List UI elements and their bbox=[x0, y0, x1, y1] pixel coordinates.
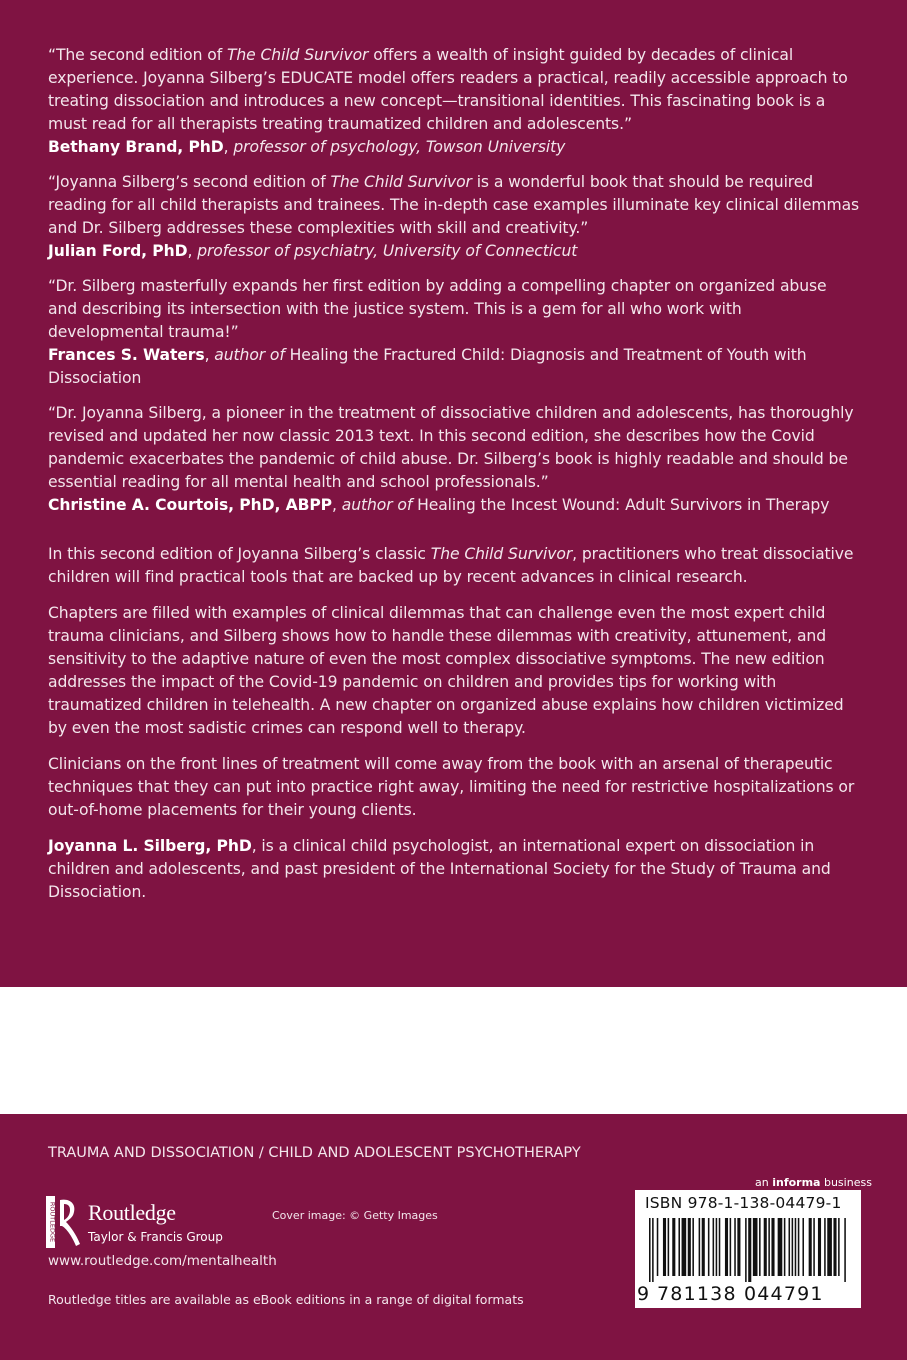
barcode-bar bbox=[734, 1218, 736, 1276]
barcode-bars bbox=[649, 1218, 847, 1282]
endorser-name: Christine A. Courtois, PhD, ABPP bbox=[48, 496, 333, 514]
endorsement-text: “Dr. Joyanna Silberg, a pioneer in the treatment of dissociative children and adolescents, has thoroughly revised and updated her now classic 2013 text. In this second edition, she describes how the Covid pandemic exacerbates the pandemic of child abuse. Dr. Silberg’s book is highly readable and should be essential reading for all mental health and school professionals.” bbox=[48, 404, 854, 491]
endorser-role: professor of psychiatry, University of Connecticut bbox=[197, 242, 578, 260]
author-bio: Joyanna L. Silberg, PhD, is a clinical child psychologist, an international expert on dissociation in children and adolescents, and past president of the International Society for the Study of Trauma and Dissociation. bbox=[48, 837, 831, 901]
barcode-bar bbox=[657, 1218, 659, 1276]
publisher-name: Routledge bbox=[88, 1200, 176, 1225]
book-description bbox=[48, 543, 860, 904]
endorsement-text: “Dr. Silberg masterfully expands her first edition by adding a compelling chapter on organized abuse and describing its intersection with the justice system. This is a gem for all who work with developmental trauma!” bbox=[48, 277, 827, 341]
endorsement-text: “Joyanna Silberg’s second edition of The Child Survivor is a wonderful book that should be required reading for all child therapists and trainees. The in-depth case examples illuminate key clinical dilemmas and Dr. Silberg addresses these complexities with skill and creativity.” bbox=[48, 173, 860, 237]
publisher-url[interactable]: www.routledge.com/mentalhealth bbox=[48, 1253, 277, 1269]
barcode-bar bbox=[672, 1218, 675, 1276]
barcode-bar bbox=[771, 1218, 774, 1276]
endorser-role-prefix: author of bbox=[341, 496, 413, 514]
barcode-bar bbox=[833, 1218, 836, 1276]
logo-vertical-text: ROUTLEDGE bbox=[48, 1201, 57, 1243]
endorsement-text: “The second edition of The Child Survivor offers a wealth of insight guided by decades of clinical experience. Joyanna Silberg’s EDUCATE model offers readers a practical, readily accessible approach to treating dissociation and introduces a new concept—transitional identities. This fascinating book is a must read for all therapists treating traumatized children and adolescents.” bbox=[48, 46, 848, 133]
ebook-note: Routledge titles are available as eBook editions in a range of digital formats bbox=[48, 1292, 524, 1307]
barcode-bar bbox=[702, 1218, 705, 1276]
barcode-bar bbox=[844, 1218, 846, 1282]
endorser-name: Bethany Brand, PhD bbox=[48, 138, 224, 156]
barcode-bar bbox=[809, 1218, 812, 1276]
barcode-bar bbox=[725, 1218, 728, 1276]
barcode-bar bbox=[745, 1218, 747, 1282]
endorsement-2 bbox=[48, 171, 860, 263]
cover-image-credit: Cover image: © Getty Images bbox=[272, 1209, 438, 1222]
barcode-bar bbox=[792, 1218, 794, 1276]
endorsement-attribution: Bethany Brand, PhD, professor of psychology, Towson University bbox=[48, 138, 566, 156]
barcode-bar bbox=[668, 1218, 670, 1276]
book-title: The Child Survivor bbox=[430, 545, 573, 563]
back-cover-text bbox=[48, 44, 860, 917]
barcode-bar bbox=[716, 1218, 718, 1276]
isbn-barcode: ISBN 978-1-138-04479-1 9 781138 044791 bbox=[635, 1190, 861, 1308]
barcode-bar bbox=[784, 1218, 786, 1276]
barcode-bar bbox=[753, 1218, 758, 1276]
barcode-bar bbox=[713, 1218, 715, 1276]
endorsement-4 bbox=[48, 402, 860, 517]
barcode-bar bbox=[818, 1218, 821, 1276]
barcode-bar bbox=[678, 1218, 680, 1276]
publisher-group: Taylor & Francis Group bbox=[88, 1230, 223, 1244]
barcode-bar bbox=[838, 1218, 840, 1276]
barcode-bar bbox=[789, 1218, 791, 1276]
endorser-role-prefix: author of bbox=[214, 346, 285, 364]
barcode-bar bbox=[737, 1218, 740, 1276]
barcode-bar bbox=[682, 1218, 687, 1276]
barcode-bar bbox=[795, 1218, 797, 1276]
author-name: Joyanna L. Silberg, PhD bbox=[48, 837, 252, 855]
barcode-bar bbox=[748, 1218, 751, 1282]
endorser-book: Healing the Fractured Child: Diagnosis and Treatment of Youth with Dissociation bbox=[48, 346, 807, 387]
endorser-name: Frances S. Waters bbox=[48, 346, 205, 364]
barcode-bar bbox=[688, 1218, 691, 1276]
barcode-bar bbox=[778, 1218, 783, 1276]
barcode-bar bbox=[824, 1218, 826, 1276]
endorsement-attribution: Frances S. Waters, author of Healing the Fractured Child: Diagnosis and Treatment of Youth with Dissociation bbox=[48, 346, 807, 387]
barcode-bar bbox=[768, 1218, 770, 1276]
endorser-book: Healing the Incest Wound: Adult Survivors in Therapy bbox=[412, 496, 830, 514]
barcode-bar bbox=[708, 1218, 710, 1276]
barcode-bar bbox=[699, 1218, 701, 1276]
routledge-logo bbox=[46, 1196, 246, 1250]
white-band bbox=[0, 987, 907, 1114]
barcode-bar bbox=[813, 1218, 815, 1276]
barcode-bar bbox=[649, 1218, 651, 1282]
endorsement-1 bbox=[48, 44, 860, 159]
barcode-bar bbox=[764, 1218, 767, 1276]
subject-category: TRAUMA AND DISSOCIATION / CHILD AND ADOLESCENT PSYCHOTHERAPY bbox=[48, 1145, 581, 1161]
barcode-bar bbox=[827, 1218, 832, 1276]
barcode-bar bbox=[730, 1218, 732, 1276]
endorsement-attribution: Christine A. Courtois, PhD, ABPP, author of Healing the Incest Wound: Adult Survivors in Therapy bbox=[48, 496, 830, 514]
barcode-bar bbox=[719, 1218, 721, 1276]
barcode-bar bbox=[759, 1218, 761, 1276]
description-paragraph-1: In this second edition of Joyanna Silberg’s classic The Child Survivor, practitioners who treat dissociative children will find practical tools that are backed up by recent advances in clinical research. bbox=[48, 545, 854, 586]
barcode-bar bbox=[663, 1218, 666, 1276]
informa-business-tag: an informa business bbox=[755, 1176, 872, 1189]
endorser-name: Julian Ford, PhD bbox=[48, 242, 188, 260]
barcode-bar bbox=[652, 1218, 654, 1282]
routledge-logo-icon bbox=[46, 1196, 82, 1248]
barcode-bar bbox=[802, 1218, 804, 1276]
isbn-number: ISBN 978-1-138-04479-1 bbox=[645, 1194, 842, 1212]
description-paragraph-3: Clinicians on the front lines of treatment will come away from the book with an arsenal of therapeutic techniques that they can put into practice right away, limiting the need for restrictive hospitalizations or out-of-home placements for their young clients. bbox=[48, 755, 855, 819]
description-paragraph-2: Chapters are filled with examples of clinical dilemmas that can challenge even the most expert child trauma clinicians, and Silberg shows how to handle these dilemmas with creativity, attunement, and sensitivity to the adaptive nature of even the most complex dissociative symptoms. The new edition addresses the impact of the Covid-19 pandemic on children and provides tips for working with traumatized children in telehealth. A new chapter on organized abuse explains how children victimized by even the most sadistic crimes can respond well to therapy. bbox=[48, 604, 844, 737]
endorsement-attribution: Julian Ford, PhD, professor of psychiatry, University of Connecticut bbox=[48, 242, 578, 260]
barcode-bar bbox=[692, 1218, 694, 1276]
barcode-bar bbox=[798, 1218, 800, 1276]
book-title: The Child Survivor bbox=[330, 173, 472, 191]
book-title: The Child Survivor bbox=[226, 46, 369, 64]
endorser-role: professor of psychology, Towson University bbox=[233, 138, 566, 156]
endorsement-3 bbox=[48, 275, 860, 390]
